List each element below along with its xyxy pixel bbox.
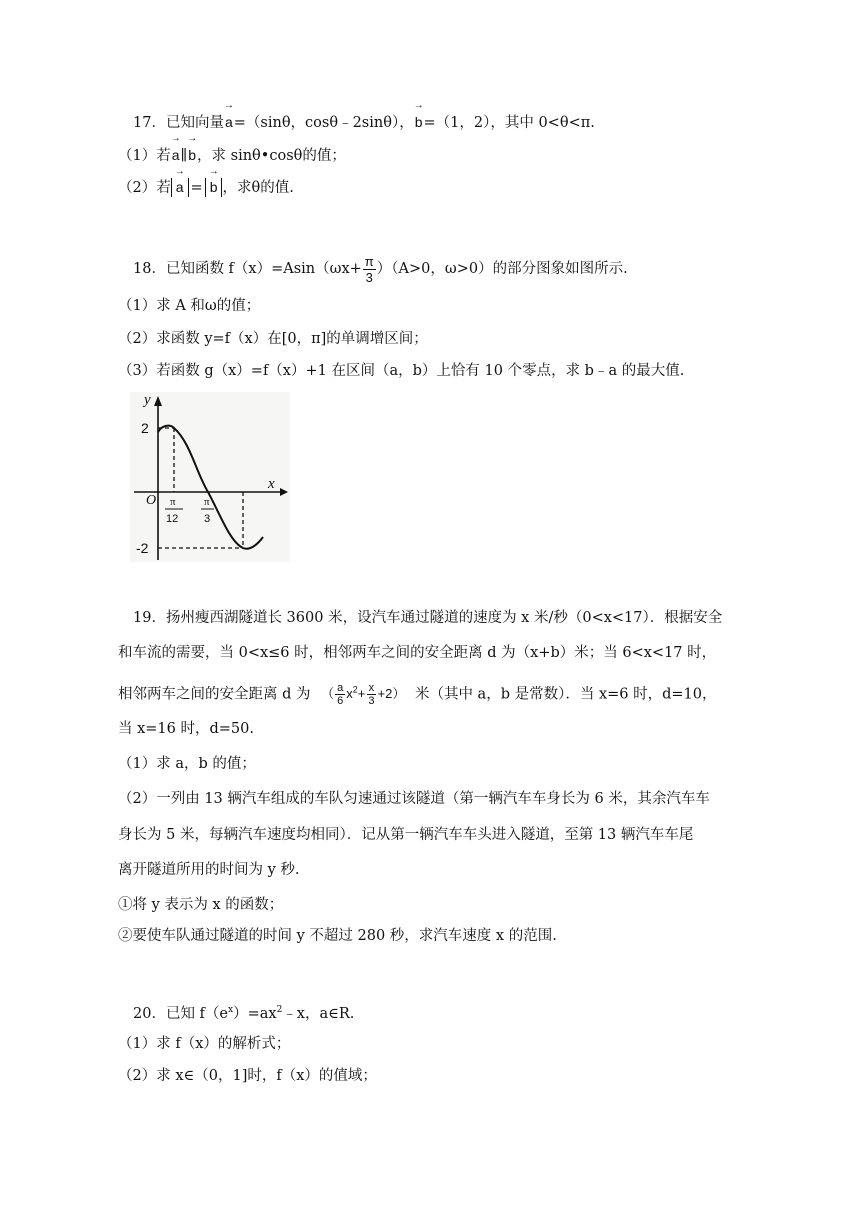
q17-text: 17．已知向量 (133, 115, 224, 131)
tick2-denominator: 3 (204, 513, 211, 525)
q19-line-10: ②要使车队通过隧道的时间 y 不超过 280 秒，求汽车速度 x 的范围. (118, 928, 557, 944)
q20-line-2: （1）求 f（x）的解析式； (118, 1036, 291, 1052)
equals-symbol: = (190, 180, 203, 196)
formula-plus-2: +2 (377, 686, 393, 702)
paren-open: （ (321, 686, 335, 702)
q17-text: （1）若 (118, 148, 171, 164)
q18-text: 18．已知函数 f（x）=Asin（ωx+ (133, 261, 362, 277)
formula-d (321, 682, 409, 708)
q17-text: （2）若 (118, 180, 171, 196)
q19-line-1: 19．扬州瘦西湖隧道长 3600 米，设汽车通过隧道的速度为 x 米/秒（0<x<17）．根据安全 (133, 610, 723, 626)
abs-vector-b (205, 178, 223, 197)
y-max-label: 2 (141, 420, 149, 436)
q19-line-7: 身长为 5 米，每辆汽车速度均相同）．记从第一辆汽车车头进入隧道，至第 13 辆汽车车尾 (118, 827, 694, 843)
y-axis-label: y (144, 392, 151, 408)
vector-b: → b (187, 145, 197, 165)
q19-line-6: （2）一列由 13 辆汽车组成的车队匀速通过该隧道（第一辆汽车车身长为 6 米，其余汽车车 (118, 791, 710, 807)
q18-line-2: （1）求 A 和ω的值； (118, 298, 261, 314)
tick1-numerator: π (170, 496, 176, 508)
q17-text: ，求θ的值. (222, 180, 294, 196)
q20-text: ﹣x，a∈R. (282, 1005, 355, 1022)
formula-plus: + (357, 686, 366, 702)
q17-line-2 (118, 145, 346, 166)
q17-text: =（1，2），其中 0<θ<π. (423, 115, 595, 131)
q20-text: 20．已知 f（e (133, 1005, 229, 1022)
sine-graph-figure (130, 392, 290, 562)
tick1-denominator: 12 (166, 513, 179, 525)
tick2-numerator: π (204, 496, 210, 508)
q19-text: 相邻两车之间的安全距离 d 为 (118, 686, 311, 703)
q20-superscript-x: x (228, 1005, 234, 1015)
q20-superscript-2: 2 (276, 1005, 283, 1015)
q18-line-3: （2）求函数 y=f（x）在[0，π]的单调增区间； (118, 331, 428, 347)
formula-x: x (346, 686, 353, 702)
fraction-pi-over-3 (363, 254, 376, 285)
q17-line-1 (133, 112, 595, 133)
q19-line-5: （1）求 a，b 的值； (118, 756, 256, 772)
q17-line-3 (118, 178, 294, 198)
fraction-numerator: π (364, 253, 374, 269)
fraction-denominator: 3 (368, 695, 375, 708)
origin-label: O (146, 493, 157, 508)
q19-line-4: 当 x=16 时，d=50. (118, 721, 254, 737)
fraction-numerator: x (368, 682, 375, 695)
fraction-denominator: 6 (337, 695, 344, 708)
formula-exponent: 2 (352, 685, 358, 695)
q17-text: =（sinθ，cosθ﹣2sinθ）， (233, 115, 414, 131)
q18-text: ）（A>0，ω>0）的部分图象如图所示. (376, 261, 628, 277)
q20-text: ）=ax (233, 1005, 277, 1022)
q19-line-3 (118, 674, 717, 710)
fraction-a-over-6 (335, 682, 345, 707)
fraction-numerator: a (337, 682, 344, 695)
paren-close: ） (392, 686, 406, 702)
q19-line-8: 离开隧道所用的时间为 y 秒. (118, 862, 300, 878)
q20-line-1 (133, 1000, 354, 1024)
q19-text: 米（其中 a，b 是常数）．当 x=6 时，d=10， (414, 686, 717, 703)
figure-background (130, 392, 290, 562)
q19-line-9: ①将 y 表示为 x 的函数； (118, 897, 284, 913)
vector-b: → b (414, 112, 424, 132)
q17-text: ，求 sinθ•cosθ的值； (197, 148, 346, 164)
abs-vector-a (171, 178, 189, 197)
x-axis-label: x (268, 476, 275, 492)
q19-line-2: 和车流的需要，当 0<x≤6 时，相邻两车之间的安全距离 d 为（x+b）米；当 6<x<17 时， (118, 645, 717, 661)
fraction-denominator: 3 (365, 269, 373, 285)
vector-a: → a (171, 145, 181, 165)
parallel-symbol: ∥ (180, 148, 188, 164)
vector-b: → b (209, 178, 219, 196)
fraction-x-over-3 (366, 682, 376, 707)
q18-line-1 (133, 253, 628, 285)
y-min-label: -2 (136, 540, 149, 556)
vector-a: → a (224, 112, 234, 132)
vector-a: → a (175, 178, 185, 196)
q18-line-4: （3）若函数 g（x）=f（x）+1 在区间（a，b）上恰有 10 个零点，求 b﹣a 的最大值. (118, 363, 685, 379)
q20-line-3: （2）求 x∈（0，1]时，f（x）的值域； (118, 1068, 377, 1084)
